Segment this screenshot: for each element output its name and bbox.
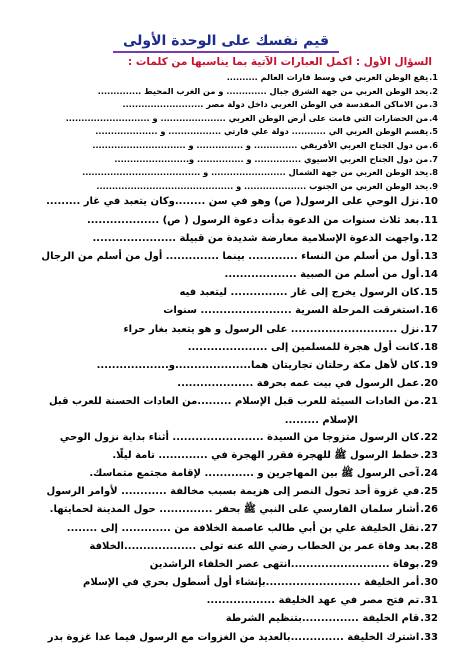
list-item <box>6 266 438 284</box>
list-item <box>6 357 438 375</box>
question-heading <box>10 56 432 68</box>
item-text: بعد ثلاث سنوات من الدعوة بدأت دعوة الرسول ( ص) ................... <box>86 214 420 226</box>
item-number: 22. <box>420 431 438 443</box>
question-instruction: السؤال الأول : أكمل العبارات الآتية بما يناسبها من كلمات : <box>127 56 432 68</box>
list-item <box>6 393 438 411</box>
item-text: بعد وفاة عمر بن الخطاب رضي الله عنه تولى ...................الخلافة <box>89 540 420 552</box>
item-number: 4. <box>429 112 438 123</box>
item-number: 25. <box>420 486 438 498</box>
item-text: كان الرسول يخرج إلى غار ............... ليتعبد فيه <box>179 287 420 299</box>
item-text: نزل ............................ على الرسول و هو يتعبد بغار حراء <box>123 323 420 335</box>
list-item <box>6 465 438 483</box>
list-item <box>6 71 438 85</box>
item-text: كان الرسول متزوجا من السيدة ........................ أثناء بداية نزول الوحي <box>59 431 420 443</box>
item-number: 21. <box>420 396 438 408</box>
item-number: 29. <box>420 558 438 570</box>
list-item <box>6 180 438 194</box>
item-text: أول من أسلم من النساء ............. بينما .............. أول من أسلم من الرجال <box>41 250 420 262</box>
item-number: 23. <box>420 449 438 461</box>
item-number: 3. <box>429 99 438 110</box>
item-text: تم فتح مصر في عهد الخليفة .................. <box>206 595 420 607</box>
list-item <box>6 339 438 357</box>
list-item <box>6 230 438 248</box>
item-number: 2. <box>429 85 438 96</box>
item-text: من دول الجناح العربي الأفريقي .............. و ............... و .............................. <box>92 139 429 150</box>
page-title: قيم نفسك على الوحدة الأولى <box>113 33 339 53</box>
list-item <box>6 520 438 538</box>
item-number: 9. <box>429 180 438 191</box>
list-item <box>6 212 438 230</box>
item-number: 17. <box>420 323 438 335</box>
item-text: أمر الخليفة .........................بإنشاء أول أسطول بحري في الإسلام <box>83 577 420 589</box>
item-text: بوفاة ..........................انتهى عصر الخلفاء الراشدين <box>149 558 420 570</box>
item-text: قام الخليفة ...............بتنظيم الشرطة <box>225 613 420 625</box>
item-text: نقل الخليفة علي بن أبي طالب عاصمة الخلافة من ............. إلى ........ <box>66 522 420 534</box>
item-number: 14. <box>420 269 438 281</box>
item-text: كانت أول هجرة للمسلمين إلى ..................... <box>187 341 420 353</box>
item-number: 27. <box>420 522 438 534</box>
item-number: 33. <box>420 631 438 643</box>
item-number: 18. <box>420 341 438 353</box>
item-text: نزل الوحي على الرسول( ص) وهو في سن ........وكان يتعبد في غار ......... <box>46 196 420 208</box>
list-item <box>6 321 438 339</box>
list-item <box>6 447 438 465</box>
list-item <box>6 501 438 519</box>
list-item <box>6 112 438 126</box>
item-number: 26. <box>420 504 438 516</box>
item-number: 1. <box>429 72 438 82</box>
item-text: يقسم الوطن العربي الي ........... دولة علي قارتي ................. و .................... <box>95 126 429 137</box>
item-number: 28. <box>420 540 438 552</box>
item-text: من الاماكن المقدسة في الوطن العربي داخل دولة مصر .......................... <box>122 99 429 110</box>
item-text: في غزوة أحد تحول النصر إلى هزيمة بسبب مخالفة ............ لأوامر الرسول <box>46 486 420 498</box>
item-text: من الحضارات التي قامت على أرض الوطن العربي ..................... و ........................... <box>65 112 429 123</box>
item-text: يحد الوطن العربي من الجنوب .................... و ............................................ <box>96 180 429 191</box>
item-number: 30. <box>420 577 438 589</box>
list-item <box>6 302 438 320</box>
list-item <box>6 193 438 211</box>
item-number: 15. <box>420 287 438 299</box>
list-item <box>6 139 438 153</box>
item-number: 13. <box>420 250 438 262</box>
item-number: 31. <box>420 595 438 607</box>
item-text: اشترك الخليفة ..............بالعديد من الغزوات مع الرسول فيما عدا غزوة بدر <box>47 631 420 643</box>
item-text: كان لأهل مكة رحلتان تجاريتان هما....................و................... <box>96 360 420 372</box>
list-item <box>6 538 438 556</box>
item-continuation: الإسلام ......... <box>284 414 358 426</box>
list-item <box>6 574 438 592</box>
item-number: 5. <box>429 126 438 137</box>
item-number: 19. <box>420 360 438 372</box>
item-number: 16. <box>420 305 438 317</box>
item-text: خطط الرسول ﷺ للهجرة فقرر الهجرة في ............. تامة ليلًا. <box>112 449 420 461</box>
item-text: من العادات السيئة للعرب قبل الإسلام .........من العادات الحسنة للعرب قبل <box>48 396 420 408</box>
list-item <box>6 483 438 501</box>
list-item <box>6 166 438 180</box>
item-text: يحد الوطن العربي من جهة الشرق جبال ............. و من الغرب المحيط .............. <box>97 85 429 96</box>
item-number: 32. <box>420 613 438 625</box>
item-text: أول من أسلم من الصبية ................... <box>224 269 420 281</box>
list-item <box>6 85 438 99</box>
item-number: 20. <box>420 378 438 390</box>
list-item <box>6 429 438 447</box>
item-text: أشار سلمان الفارسي على النبي ﷺ بحفر .............. حول المدينة لحمايتها. <box>49 504 420 516</box>
item-number: 11. <box>420 214 438 226</box>
list-item <box>6 375 438 393</box>
item-number: 10. <box>420 196 438 208</box>
list-item <box>6 248 438 266</box>
list-item <box>6 592 438 610</box>
list-item <box>6 153 438 167</box>
item-text: آخى الرسول ﷺ بين المهاجرين و ............. لإقامة مجتمع متماسك. <box>89 467 420 479</box>
item-text: يحد الوطن العربي من جهة الشمال ........................ و ...................................... <box>82 167 429 178</box>
item-text: استغرقت المرحلة السرية ........................ سنوات <box>163 305 420 317</box>
item-number: 8. <box>429 167 438 178</box>
item-text: عمل الرسول في بيت عمه بحرفة .................... <box>177 378 420 390</box>
item-text: واجهت الدعوة الإسلامية معارضة شديدة من قبيلة ...................... <box>92 232 420 244</box>
item-number: 6. <box>429 139 438 150</box>
list-item <box>6 556 438 574</box>
list-item <box>6 98 438 112</box>
item-text: يقع الوطن العربي في وسط قارات العالم .......... <box>226 72 429 82</box>
list-item <box>6 610 438 628</box>
item-number: 7. <box>429 153 438 164</box>
question-list <box>6 71 438 647</box>
item-number: 12. <box>420 232 438 244</box>
item-number: 24. <box>420 467 438 479</box>
list-item <box>6 629 438 647</box>
list-item <box>6 284 438 302</box>
list-item <box>6 125 438 139</box>
item-text: من دول الجناح العربي الاسيوي ............... و ............... و........................ <box>114 153 429 164</box>
worksheet-header <box>0 30 452 53</box>
